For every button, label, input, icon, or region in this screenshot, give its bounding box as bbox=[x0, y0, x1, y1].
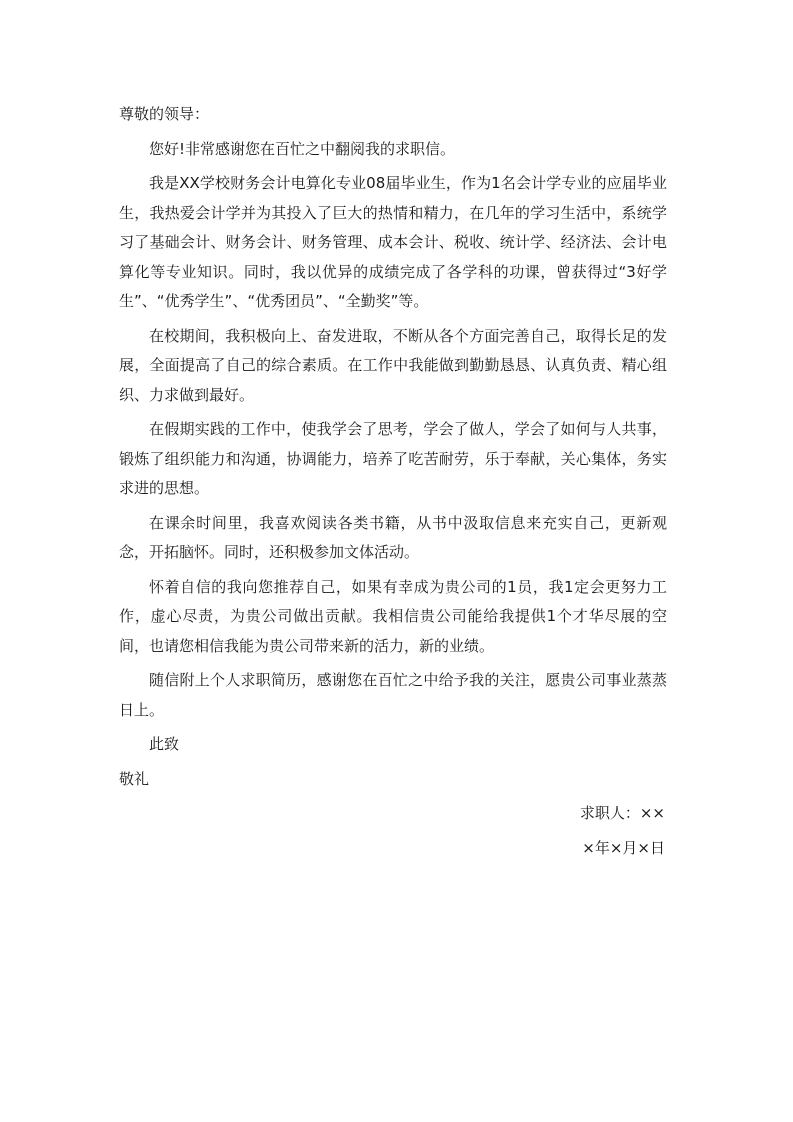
letter-paragraph-recommendation: 怀着自信的我向您推荐自己，如果有幸成为贵公司的1员，我1定会更努力工作，虚心尽责，为贵公司做出贡献。我相信贵公司能给我提供1个才华尽展的空间，也请您相信我能为贵公司带来新的活力，新的业绩。 bbox=[119, 577, 667, 655]
letter-paragraph-hobbies: 在课余时间里，我喜欢阅读各类书籍，从书中汲取信息来充实自己，更新观念，开拓脑怀。同时，还积极参加文体活动。 bbox=[119, 513, 667, 561]
letter-paragraph-practice: 在假期实践的工作中，使我学会了思考，学会了做人，学会了如何与人共事，锻炼了组织能力和沟通，协调能力，培养了吃苦耐劳，乐于奉献，关心集体，务实求进的思想。 bbox=[119, 420, 667, 497]
letter-closing-jingli: 敬礼 bbox=[119, 769, 150, 788]
letter-paragraph-attachment: 随信附上个人求职简历，感谢您在百忙之中给予我的关注，愿贵公司事业蒸蒸日上。 bbox=[119, 671, 667, 719]
cover-letter bbox=[119, 100, 667, 868]
letter-closing-cizhi: 此致 bbox=[149, 735, 180, 753]
letter-signature: 求职人：×× bbox=[579, 804, 665, 822]
letter-paragraph-education: 我是XX学校财务会计电算化专业08届毕业生，作为1名会计学专业的应届毕业生，我热爱会计学并为其投入了巨大的热情和精力，在几年的学习生活中，系统学习了基础会计、财务会计、财务管理、成本会计、税收、统计学、经济法、会计电算化等专业知识。同时，我以优异的成绩完成了各学科的功课，曾获得过“3好学生”、“优秀学生”、“优秀团员”、“全勤奖”等。 bbox=[119, 174, 667, 310]
letter-paragraph-greeting: 您好!非常感谢您在百忙之中翻阅我的求职信。 bbox=[149, 139, 456, 158]
letter-paragraph-campus: 在校期间，我积极向上、奋发进取，不断从各个方面完善自己，取得长足的发展，全面提高了自己的综合素质。在工作中我能做到勤勤恳恳、认真负责、精心组织、力求做到最好。 bbox=[119, 326, 667, 404]
letter-date: ×年×月×日 bbox=[582, 838, 665, 857]
letter-salutation: 尊敬的领导： bbox=[119, 105, 210, 123]
